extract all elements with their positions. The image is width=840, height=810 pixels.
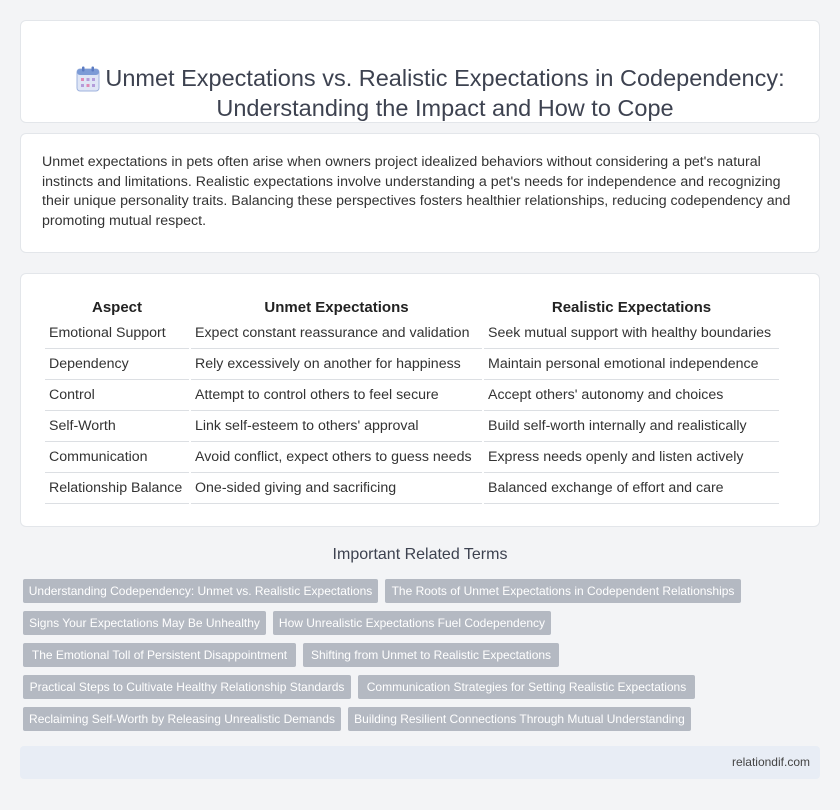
related-tag-link[interactable]: Building Resilient Connections Through Mutual Understanding [348, 707, 691, 731]
comparison-card [20, 273, 820, 527]
related-tag-link[interactable]: Reclaiming Self-Worth by Releasing Unrealistic Demands [23, 707, 341, 731]
realistic-cell: Balanced exchange of effort and care [484, 473, 779, 504]
related-tag-link[interactable]: The Roots of Unmet Expectations in Codependent Relationships [385, 579, 741, 603]
intro-paragraph: Unmet expectations in pets often arise when owners project idealized behaviors without considering a pet's natural instincts and limitations. Realistic expectations involve understanding a pet's needs for independence and recognizing their unique personality traits. Balancing these perspectives fosters healthier relationships, reducing codependency and promoting mutual respect. [42, 154, 791, 229]
table-row [45, 380, 779, 411]
unmet-cell: Avoid conflict, expect others to guess needs [191, 442, 482, 473]
unmet-cell: Expect constant reassurance and validation [191, 318, 482, 349]
intro-card [20, 133, 820, 253]
column-header-aspect: Aspect [91, 299, 143, 316]
aspect-cell: Relationship Balance [45, 473, 189, 504]
footer [20, 746, 820, 779]
related-terms-heading: Important Related Terms [332, 546, 508, 563]
realistic-cell: Build self-worth internally and realistically [484, 411, 779, 442]
table-row [45, 349, 779, 380]
related-tag-link[interactable]: The Emotional Toll of Persistent Disappointment [23, 643, 296, 667]
page-title: Unmet Expectations vs. Realistic Expectations in Codependency: Understanding the Impact and How to Cope [105, 65, 785, 121]
table-row [45, 411, 779, 442]
unmet-cell: Attempt to control others to feel secure [191, 380, 482, 411]
aspect-cell: Emotional Support [45, 318, 189, 349]
comparison-table [43, 297, 781, 504]
aspect-cell: Dependency [45, 349, 189, 380]
table-header-row [45, 297, 779, 318]
column-header-unmet: Unmet Expectations [264, 299, 409, 316]
related-tag-link[interactable]: Shifting from Unmet to Realistic Expectations [303, 643, 559, 667]
unmet-cell: One-sided giving and sacrificing [191, 473, 482, 504]
related-tag-link[interactable]: Understanding Codependency: Unmet vs. Realistic Expectations [23, 579, 378, 603]
footer-site-name: relationdif.com [731, 755, 810, 769]
related-tag-link[interactable]: Practical Steps to Cultivate Healthy Relationship Standards [23, 675, 351, 699]
unmet-cell: Link self-esteem to others' approval [191, 411, 482, 442]
unmet-cell: Rely excessively on another for happiness [191, 349, 482, 380]
realistic-cell: Accept others' autonomy and choices [484, 380, 779, 411]
realistic-cell: Seek mutual support with healthy boundaries [484, 318, 779, 349]
table-row [45, 442, 779, 473]
table-row [45, 473, 779, 504]
table-row [45, 318, 779, 349]
column-header-realistic: Realistic Expectations [551, 299, 712, 316]
realistic-cell: Maintain personal emotional independence [484, 349, 779, 380]
aspect-cell: Self-Worth [45, 411, 189, 442]
related-tag-link[interactable]: Signs Your Expectations May Be Unhealthy [23, 611, 266, 635]
aspect-cell: Communication [45, 442, 189, 473]
aspect-cell: Control [45, 380, 189, 411]
related-tag-link[interactable]: How Unrealistic Expectations Fuel Codependency [273, 611, 551, 635]
header-card [20, 20, 820, 123]
related-tag-link[interactable]: Communication Strategies for Setting Realistic Expectations [358, 675, 695, 699]
realistic-cell: Express needs openly and listen actively [484, 442, 779, 473]
